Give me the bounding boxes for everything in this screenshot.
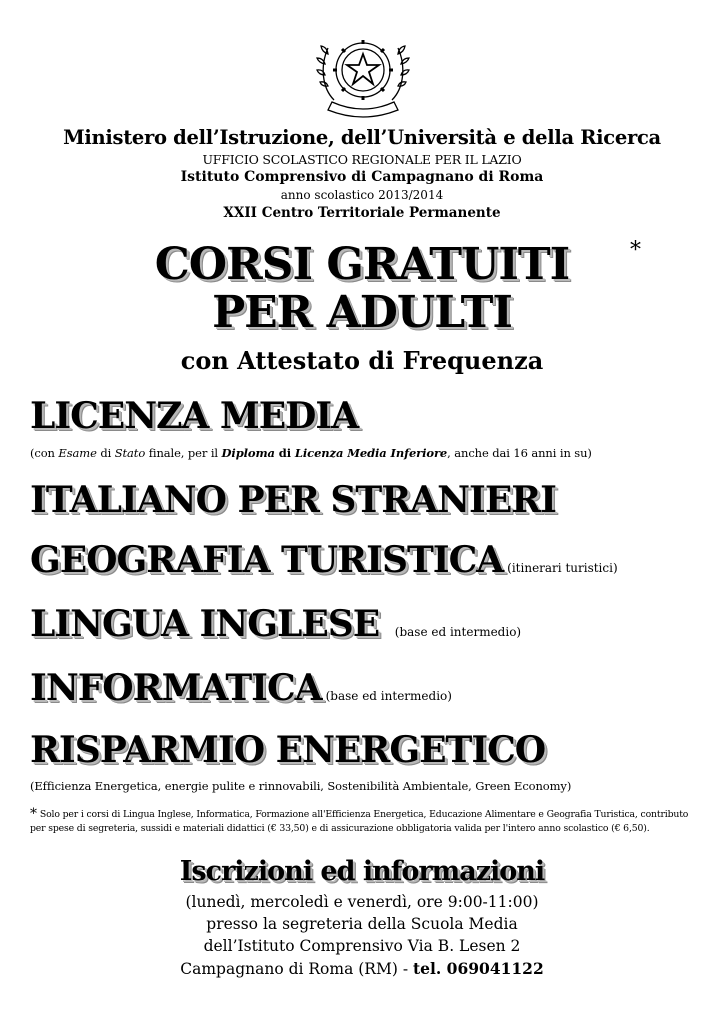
regional-office: UFFICIO SCOLASTICO REGIONALE PER IL LAZIO — [202, 152, 522, 167]
course-name: GEOGRAFIA TURISTICA — [30, 539, 504, 581]
enrollment-hours: (lunedì, mercoledì e venerdì, ore 9:00-11:00) — [185, 893, 539, 911]
course-licenza-media — [30, 394, 358, 438]
course-name: RISPARMIO ENERGETICO — [30, 729, 546, 771]
desc-part: di — [96, 446, 115, 460]
desc-part: Licenza Media Inferiore — [294, 446, 448, 460]
course-name: LINGUA INGLESE — [30, 603, 380, 645]
desc-part: (con — [30, 446, 59, 460]
title-line-2: PER ADULTI — [212, 287, 512, 338]
energy-description: (Efficienza Energetica, energie pulite e rinnovabili, Sostenibilità Ambientale, Green Economy) — [30, 779, 572, 793]
desc-part: Diploma — [221, 446, 275, 460]
course-risparmio-energetico — [30, 728, 545, 772]
desc-part: Esame — [58, 446, 97, 460]
title-line-1: CORSI GRATUITI — [154, 239, 570, 290]
enrollment-address: dell’Istituto Comprensivo Via B. Lesen 2 — [203, 937, 521, 955]
footnote — [30, 807, 700, 836]
course-note: (base ed intermedio) — [394, 625, 522, 639]
phone-number: tel. 069041122 — [412, 959, 544, 978]
course-name: INFORMATICA — [30, 667, 322, 709]
territorial-centre: XXII Centro Territoriale Permanente — [223, 205, 501, 221]
institute-name: Istituto Comprensivo di Campagnano di Roma — [180, 169, 544, 185]
enrollment-place: presso la segreteria della Scuola Media — [206, 915, 518, 933]
course-italiano-stranieri — [30, 478, 556, 522]
course-lingua-inglese — [30, 602, 521, 654]
title-asterisk: * — [630, 238, 641, 263]
enrollment-heading: Iscrizioni ed informazioni — [179, 856, 545, 887]
subtitle: con Attestato di Frequenza — [180, 346, 544, 375]
desc-part: , anche dai 16 anni in su) — [447, 446, 592, 460]
course-note: (base ed intermedio) — [325, 689, 452, 703]
course-name: LICENZA MEDIA — [30, 395, 359, 437]
desc-part: finale, per il — [145, 446, 222, 460]
desc-part: Stato — [114, 446, 146, 460]
course-informatica — [30, 666, 452, 718]
course-note: (itinerari turistici) — [507, 561, 618, 575]
enrollment-contact — [0, 958, 724, 980]
school-year: anno scolastico 2013/2014 — [280, 188, 444, 202]
italian-republic-emblem-icon — [316, 30, 410, 120]
city: Campagnano di Roma (RM) - — [180, 960, 413, 978]
course-name: ITALIANO PER STRANIERI — [30, 479, 557, 521]
licenza-media-description — [30, 446, 592, 460]
course-geografia-turistica — [30, 538, 618, 590]
desc-part: di — [274, 446, 295, 460]
footnote-text: Solo per i corsi di Lingua Inglese, Informatica, Formazione all'Efficienza Energetica, Educazione Alimentare e Geografia Turistica, contributo per spese di segreteria, sussidi e materiali didattici (€ 33,50) e di assicurazione obbligatoria valida per l'intero anno scolastico (€ 6,50). — [30, 809, 689, 834]
footnote-star: * — [30, 806, 37, 822]
ministry-name: Ministero dell’Istruzione, dell’Università e della Ricerca — [63, 126, 661, 149]
